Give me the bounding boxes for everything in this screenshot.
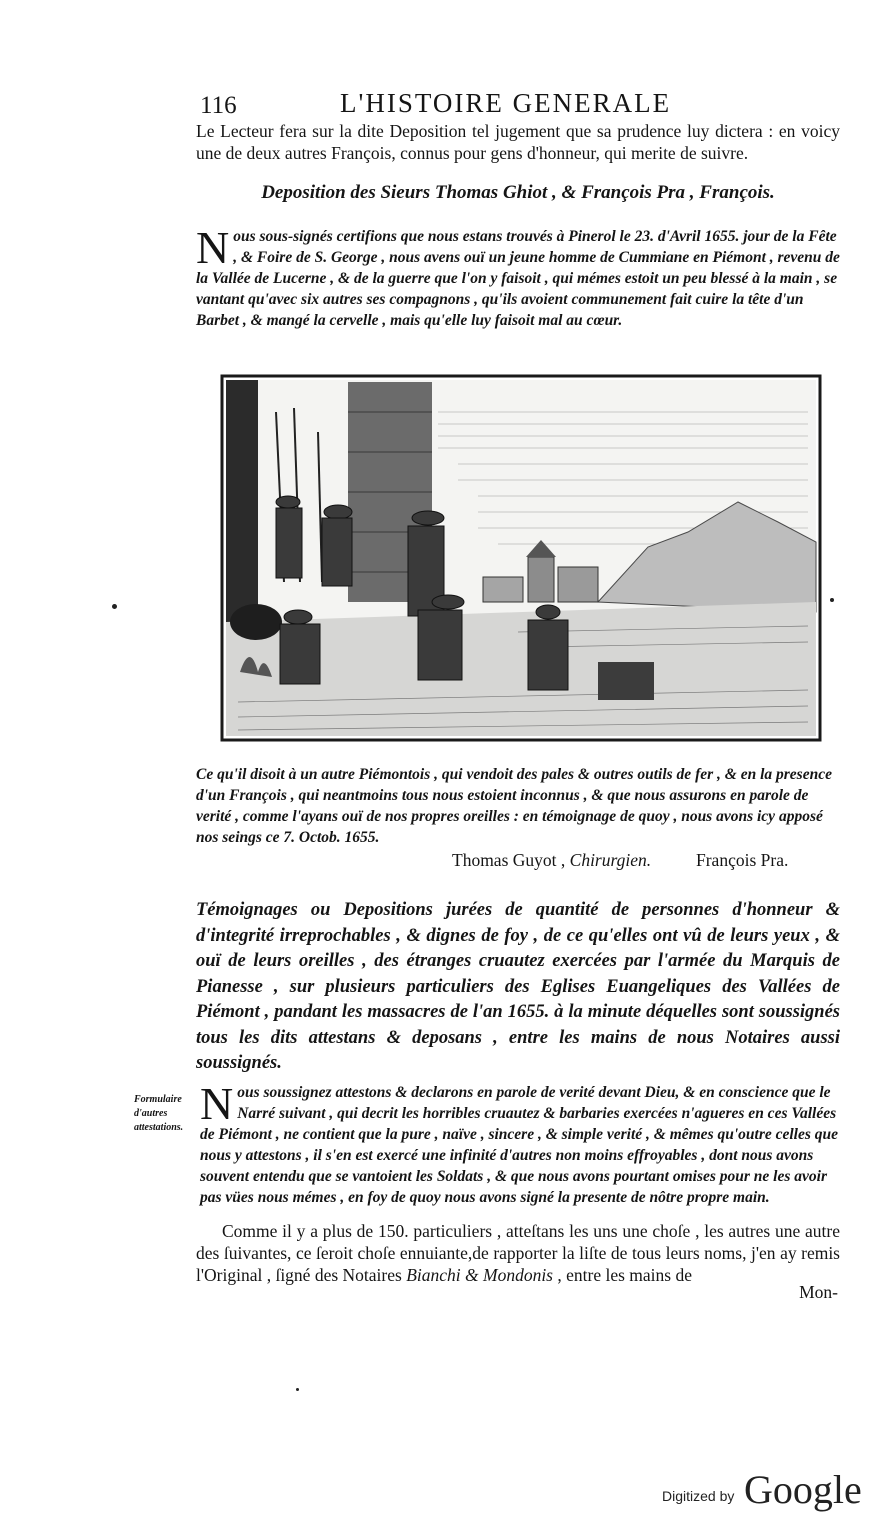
deposition-body: ous sous-signés certifions que nous estans trouvés à Pinerol le 23. d'Avril 1655. jour de la Fête , & Foire de S. George , nous avens ouï un jeune homme de Cummiane en Piémont , revenu de la Vallée de Lucerne , & de la guerre que l'on y faisoit , qui mémes estoit un peu blessé à la main , se vantant qu'avec six autres ses compagnons , qu'ils avoient communement fait cuire la tête d'un Barbet , & mangé la cervelle , mais qu'elle luy faisoit mal au cœur.: [196, 228, 840, 329]
caption-paragraph: Ce qu'il disoit à un autre Piémontois , qui vendoit des pales & outres outils de fer , & en la presence d'un François , qui neantmoins tous nous estoient inconnus , & que nous assurons en parole de verité , comme l'ayans ouï de nos propres oreilles : en témoignage de quoy , nous avons icy apposé nos seings ce 7. Octob. 1655.: [196, 766, 832, 846]
ink-speck: [112, 604, 117, 609]
engraving-drawing: [218, 372, 824, 744]
running-title: L'HISTOIRE GENERALE: [340, 88, 672, 118]
page-header: [200, 88, 840, 124]
temoignages-heading: Témoignages ou Depositions jurées de quantité de personnes d'honneur & d'integrité irreprochables , & dignes de foy , de ce qu'elles ont vû de leurs yeux , & ouï de leurs oreilles , des étranges cruautez exercées par l'armée du Marquis de Pianesse , sur plusieurs particuliers des Eglises Euangeliques des Vallées de Piémont , pandant les massacres de l'an 1655. à la minute déquelles sont soussignés tous les dits attestans & deposans , entre les mains de nous Notaires aussi soussignés.: [196, 900, 840, 1073]
engraving-illustration: [218, 372, 824, 744]
comme-text: Comme il y a plus de 150. particuliers , atteſtans les uns une choſe , les autres une autre des ſuivantes, ce ſeroit choſe ennuiante,de rapporter la liſte de tous leurs noms, j'en ay remis l'Original , ſigné des Notaires: [196, 1221, 840, 1285]
catchword: Mon-: [799, 1282, 838, 1302]
attestation-body: ous soussignez attestons & declarons en parole de verité devant Dieu, & en conscience que le Narré suivant , qui decrit les horribles cruautez & barbaries exercées n'agueres en ces Vallées de Piémont , ne contient que la pure , naïve , sincere , & simple verité , & mêmes qu'outre celles que nous y attestons , il s'en est exercé une infinité d'autres non moins effroyables , dont nous avons souvent entendu que se vantoient les Soldats , & que nous avons pourtant omises pour ne les avoir pas vües nous mémes , en foy de quoy nous avons signé la presente de nôtre propre main.: [200, 1084, 839, 1206]
page-number: 116: [200, 92, 237, 119]
ink-speck: [830, 598, 834, 602]
google-watermark: [662, 1467, 872, 1514]
comme-paragraph: [196, 1220, 840, 1286]
signature-guyot-title: Chirurgien.: [569, 850, 652, 870]
drop-cap-2: N: [200, 1078, 234, 1129]
notaires-names: Bianchi & Mondonis: [406, 1265, 553, 1285]
signature-guyot: [452, 850, 651, 871]
drop-cap: N: [196, 222, 230, 273]
signature-guyot-name: Thomas Guyot ,: [452, 850, 566, 870]
intro-paragraph: Le Lecteur fera sur la dite Deposition tel jugement que sa prudence luy dictera : en voicy une de deux autres François, connus pour gens d'honneur, qui merite de suivre.: [196, 121, 840, 163]
deposition-text: [196, 222, 840, 331]
attestation-text: [200, 1078, 840, 1208]
margin-note: Formulaire d'autres attestations.: [134, 1094, 184, 1133]
ink-speck: [296, 1388, 299, 1391]
digitized-label: Digitized by: [662, 1488, 735, 1504]
comme-tail: , entre les mains de: [553, 1265, 692, 1285]
google-logo: Google: [744, 1467, 862, 1512]
deposition-heading: Deposition des Sieurs Thomas Ghiot , & François Pra , François.: [261, 182, 775, 203]
signature-pra: François Pra.: [696, 850, 789, 870]
